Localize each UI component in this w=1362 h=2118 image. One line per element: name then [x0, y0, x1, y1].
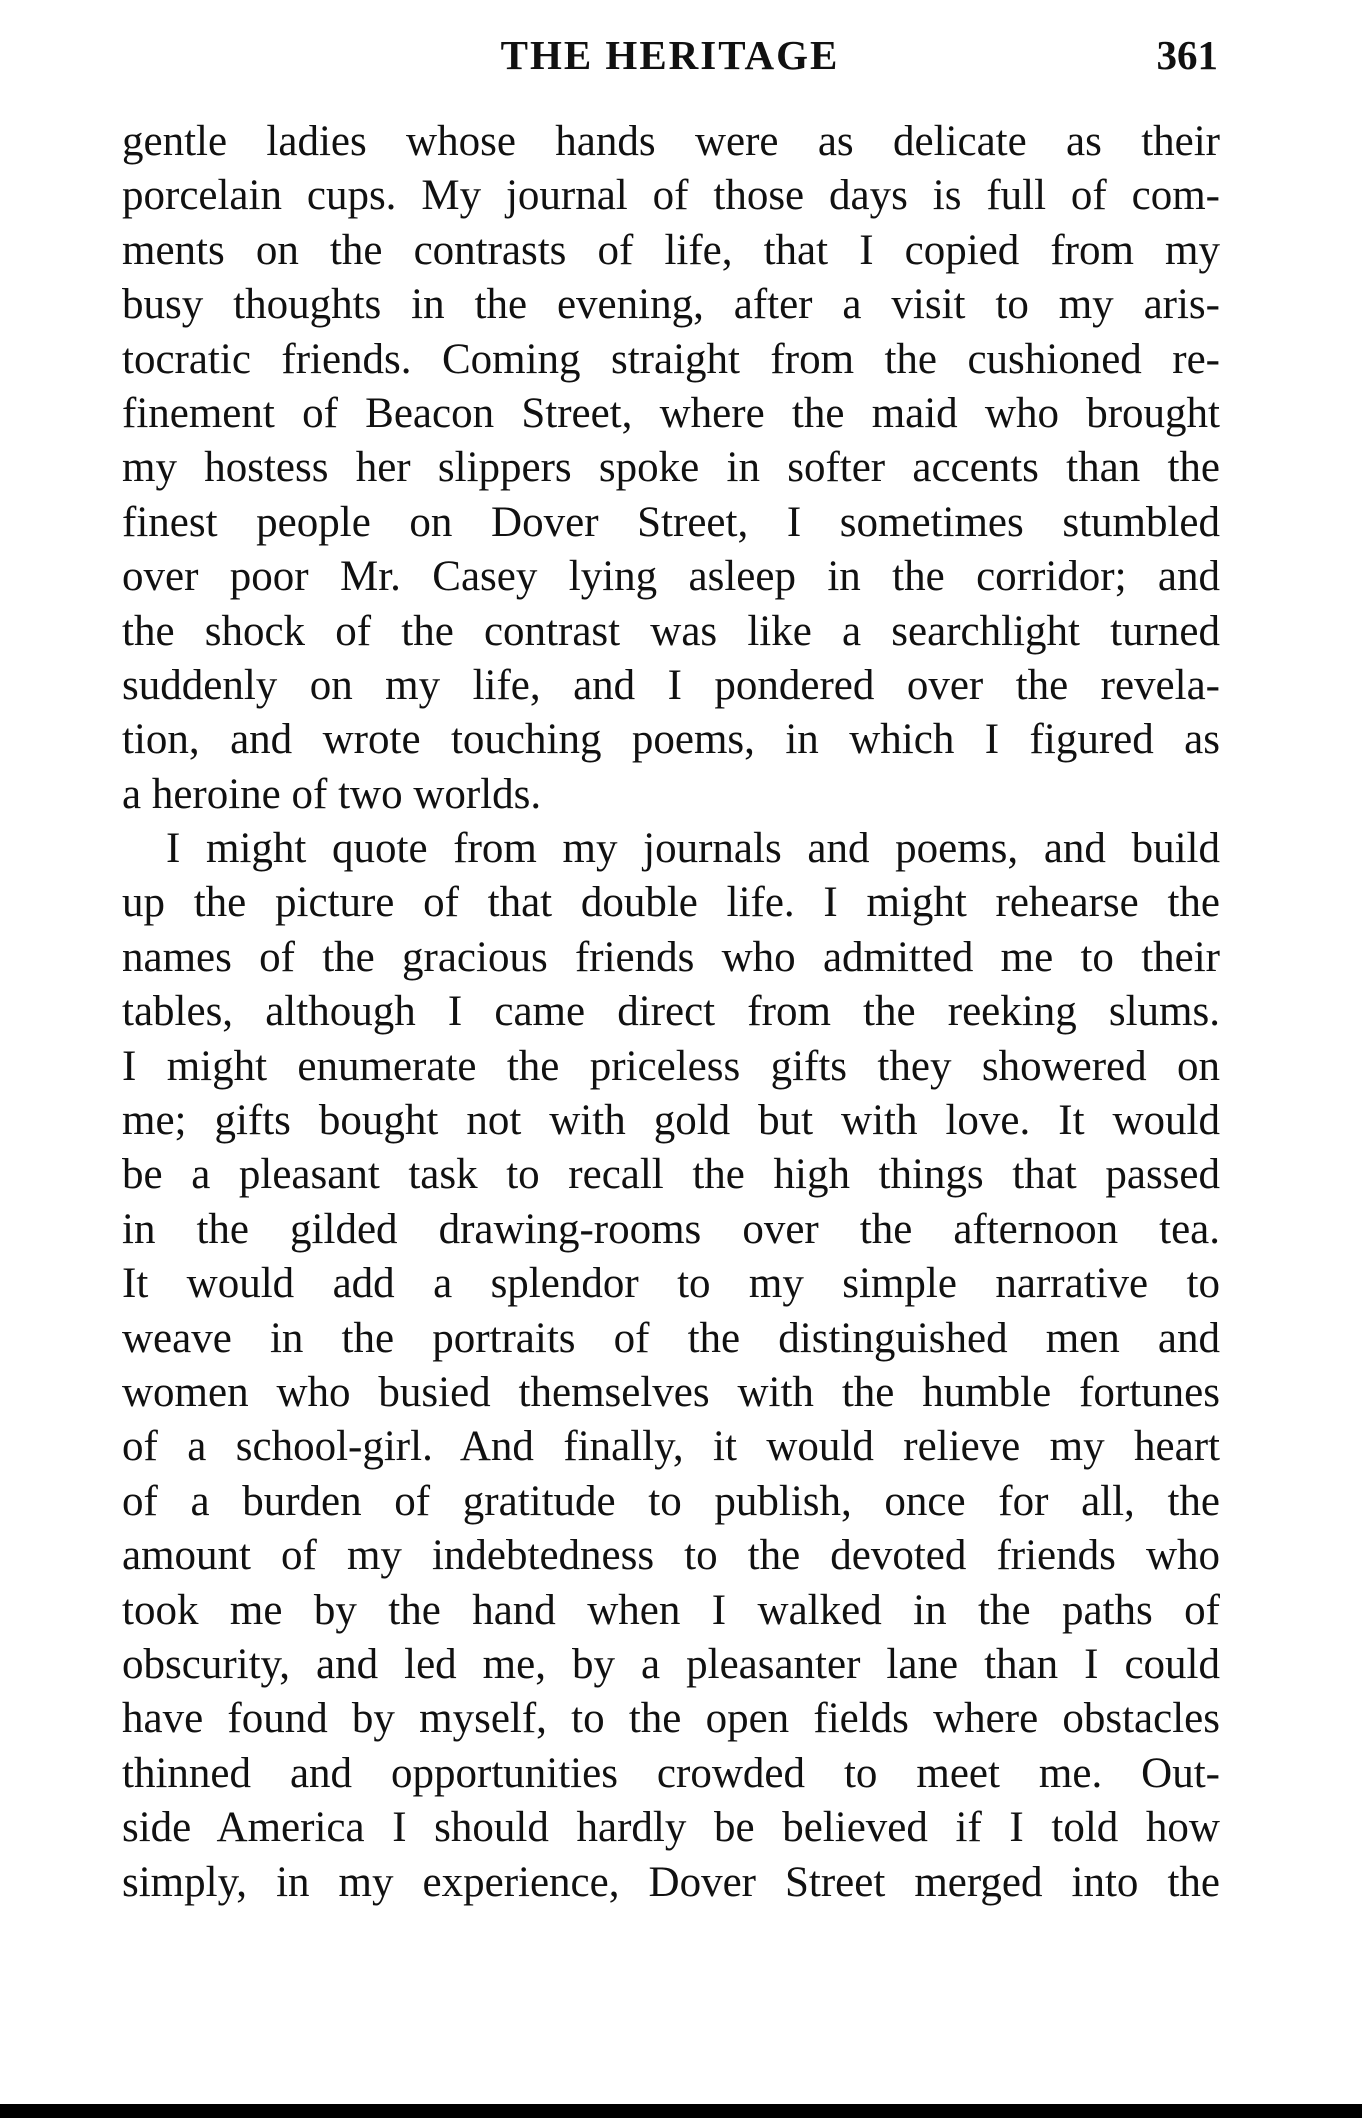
text-line: over poor Mr. Casey lying asleep in the corridor; and: [122, 553, 1220, 601]
text-line: finest people on Dover Street, I sometimes stumbled: [122, 498, 1220, 546]
text-line: It would add a splendor to my simple narrative to: [122, 1260, 1220, 1308]
text-line: took me by the hand when I walked in the paths of: [122, 1586, 1220, 1634]
text-line: simply, in my experience, Dover Street merged into the: [122, 1858, 1220, 1906]
text-line: tion, and wrote touching poems, in which I figured as: [122, 716, 1220, 764]
body-text: [122, 115, 1220, 1910]
text-line: my hostess her slippers spoke in softer accents than the: [122, 444, 1220, 492]
text-line: gentle ladies whose hands were as delicate as their: [122, 118, 1220, 165]
text-line: up the picture of that double life. I might rehearse the: [122, 879, 1220, 927]
running-title: THE HERITAGE: [500, 32, 840, 78]
scan-bottom-edge: [0, 2104, 1362, 2118]
text-line: in the gilded drawing-rooms over the afternoon tea.: [122, 1205, 1220, 1253]
text-line: of a school-girl. And finally, it would relieve my heart: [122, 1423, 1220, 1471]
paragraph-2: [122, 822, 1220, 1910]
text-line: tocratic friends. Coming straight from the cushioned re-: [122, 335, 1220, 383]
text-line: amount of my indebtedness to the devoted friends who: [122, 1532, 1220, 1580]
text-line: of a burden of gratitude to publish, once for all, the: [122, 1477, 1220, 1525]
text-line: women who busied themselves with the humble fortunes: [122, 1368, 1220, 1416]
text-line: busy thoughts in the evening, after a visit to my aris-: [122, 281, 1220, 329]
text-line: I might quote from my journals and poems, and build: [166, 825, 1220, 873]
text-line: obscurity, and led me, by a pleasanter lane than I could: [122, 1640, 1220, 1688]
text-line: me; gifts bought not with gold but with love. It would: [122, 1097, 1220, 1145]
text-line: I might enumerate the priceless gifts they showered on: [122, 1042, 1220, 1090]
page-number: 361: [1156, 32, 1218, 78]
paragraph-1: [122, 115, 1220, 822]
text-line: names of the gracious friends who admitted me to their: [122, 933, 1220, 981]
text-line: weave in the portraits of the distinguished men and: [122, 1314, 1220, 1362]
text-line: suddenly on my life, and I pondered over the revela-: [122, 661, 1220, 709]
text-line: a heroine of two worlds.: [122, 770, 542, 818]
text-line: thinned and opportunities crowded to meet me. Out-: [122, 1749, 1220, 1797]
text-line: tables, although I came direct from the reeking slums.: [122, 988, 1220, 1036]
text-line: the shock of the contrast was like a searchlight turned: [122, 607, 1220, 655]
text-line: ments on the contrasts of life, that I copied from my: [122, 226, 1220, 274]
text-line: finement of Beacon Street, where the maid who brought: [122, 389, 1220, 437]
text-line: side America I should hardly be believed if I told how: [122, 1804, 1220, 1852]
text-line: have found by myself, to the open fields where obstacles: [122, 1695, 1220, 1743]
text-line: be a pleasant task to recall the high things that passed: [122, 1151, 1220, 1199]
running-head: [122, 30, 1218, 80]
text-line: porcelain cups. My journal of those days is full of com-: [122, 172, 1220, 220]
